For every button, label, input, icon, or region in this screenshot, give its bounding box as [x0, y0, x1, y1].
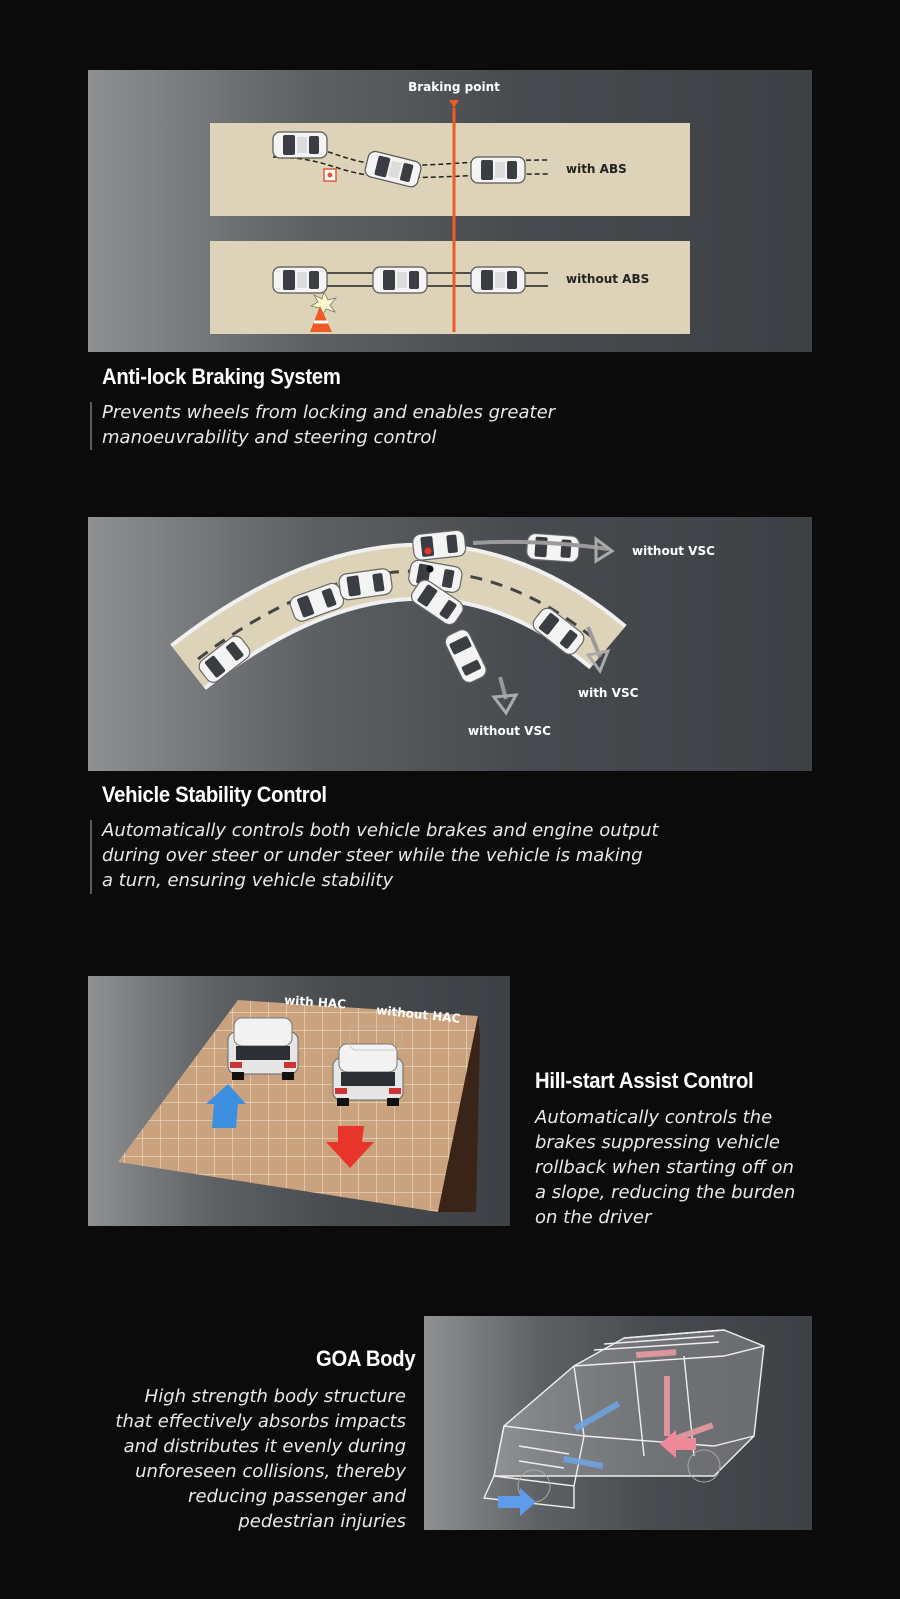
- arrow-right-icon: [498, 1488, 536, 1516]
- car-icon: [273, 132, 327, 158]
- goa-description: [84, 1384, 406, 1534]
- car-icon: [373, 267, 427, 293]
- abs-title: Anti-lock Braking System: [102, 364, 341, 389]
- hac-slope: [118, 1000, 478, 1212]
- vsc-desc-bar: [90, 820, 92, 894]
- hac-description: [535, 1105, 795, 1230]
- car-icon: [412, 530, 466, 561]
- car-icon: [471, 157, 525, 183]
- abs-without-label: without ABS: [566, 272, 650, 286]
- vsc-without-label-top: without VSC: [632, 544, 715, 558]
- hac-desc-line: a slope, reducing the burden: [535, 1182, 796, 1203]
- hac-desc-line: on the driver: [535, 1207, 652, 1228]
- vsc-desc-line: during over steer or under steer while the vehicle is making: [102, 845, 643, 866]
- vsc-with-label: with VSC: [578, 686, 639, 700]
- hac-with-label: with HAC: [283, 993, 347, 1012]
- vsc-desc-line: Automatically controls both vehicle brakes and engine output: [102, 820, 659, 841]
- braking-point-marker-icon: [449, 100, 459, 108]
- car-icon: [526, 533, 580, 563]
- vsc-diagram: [88, 517, 812, 771]
- abs-desc-line: manoeuvrability and steering control: [102, 427, 437, 448]
- goa-desc-line: and distributes it evenly during: [123, 1436, 406, 1457]
- braking-point-label: Braking point: [408, 80, 500, 94]
- hac-title: Hill-start Assist Control: [535, 1068, 754, 1093]
- goa-illustration: [424, 1316, 812, 1530]
- goa-desc-line: that effectively absorbs impacts: [115, 1411, 406, 1432]
- vsc-illustration: [88, 517, 812, 771]
- hac-without-label: without HAC: [375, 1003, 462, 1026]
- arrow-down-icon: [588, 651, 608, 671]
- hac-illustration: [88, 976, 510, 1226]
- car-body-frame-icon: [484, 1330, 764, 1508]
- goa-title: GOA Body: [316, 1346, 416, 1371]
- hac-desc-line: Automatically controls the: [535, 1107, 773, 1128]
- abs-illustration: [88, 70, 812, 352]
- abs-description: [102, 400, 555, 450]
- vsc-desc-line: a turn, ensuring vehicle stability: [102, 870, 394, 891]
- vsc-sensor-icon: [425, 548, 432, 555]
- abs-with-label: with ABS: [566, 162, 627, 176]
- goa-diagram: [424, 1316, 812, 1530]
- goa-desc-line: unforeseen collisions, thereby: [135, 1461, 406, 1482]
- car-icon: [333, 1044, 403, 1106]
- vsc-without-label-bottom: without VSC: [468, 724, 551, 738]
- goa-desc-line: pedestrian injuries: [238, 1511, 406, 1532]
- goa-desc-line: High strength body structure: [144, 1386, 406, 1407]
- abs-diagram: [88, 70, 812, 352]
- goa-desc-line: reducing passenger and: [188, 1486, 406, 1507]
- hac-diagram: [88, 976, 510, 1226]
- vsc-sensor-icon: [427, 566, 434, 573]
- vsc-description: [102, 818, 659, 893]
- car-icon: [273, 267, 327, 293]
- car-icon: [471, 267, 525, 293]
- abs-desc-bar: [90, 402, 92, 450]
- abs-desc-line: Prevents wheels from locking and enables greater: [102, 402, 556, 423]
- car-icon: [228, 1018, 298, 1080]
- hac-desc-line: brakes suppressing vehicle: [535, 1132, 780, 1153]
- hac-desc-line: rollback when starting off on: [535, 1157, 794, 1178]
- vsc-title: Vehicle Stability Control: [102, 782, 327, 807]
- car-icon: [443, 627, 489, 685]
